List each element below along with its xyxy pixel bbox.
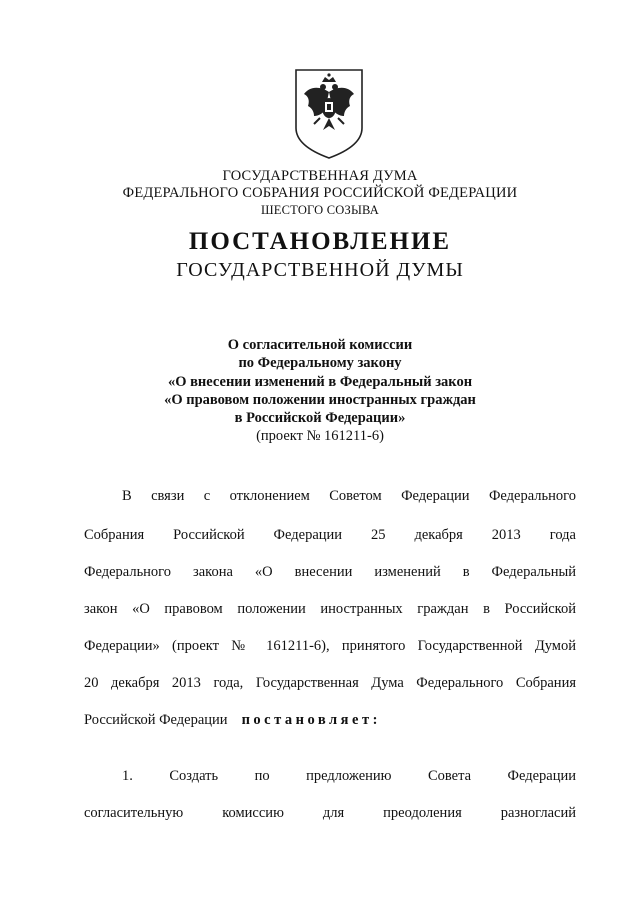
item-1-line-1: 1. Создать по предложению Совета Федерации [122,768,576,784]
coat-of-arms-icon [292,66,366,162]
body-line-5: Федерации» (проект № 161211-6), принятого Государственной Думой [84,638,576,654]
organization-line-1: ГОСУДАРСТВЕННАЯ ДУМА [222,168,418,184]
body-line-2: Собрания Российской Федерации 25 декабря 2013 года [84,527,576,543]
document-title: ПОСТАНОВЛЕНИЕ [188,228,452,255]
resolves-emphasis: постановляет: [241,712,381,728]
document-subtitle: ГОСУДАРСТВЕННОЙ ДУМЫ [176,259,464,281]
body-line-7-text: Российской Федерации [84,712,228,728]
subject-line-5: в Российской Федерации» [234,410,406,427]
organization-line-2: ФЕДЕРАЛЬНОГО СОБРАНИЯ РОССИЙСКОЙ ФЕДЕРАЦИИ [122,185,518,201]
body-line-1: В связи с отклонением Советом Федерации Федерального [122,488,576,504]
body-line-3: Федерального закона «О внесении изменений в Федеральный [84,564,576,580]
subject-line-4: «О правовом положении иностранных граждан [164,391,476,408]
resolution-subject [0,336,640,446]
subject-line-3: «О внесении изменений в Федеральный закон [167,373,473,390]
body-line-6: 20 декабря 2013 года, Государственная Дума Федерального Собрания [84,675,576,691]
project-number: (проект № 161211-6) [256,428,384,445]
subject-line-1: О согласительной комиссии [227,337,413,353]
convocation-line: ШЕСТОГО СОЗЫВА [260,203,380,217]
body-line-4: закон «О правовом положении иностранных граждан в Российской [84,601,576,617]
body-line-7 [84,712,576,729]
subject-line-2: по Федеральному закону [238,355,402,372]
item-1-line-2: согласительную комиссию для преодоления разногласий [84,805,576,821]
